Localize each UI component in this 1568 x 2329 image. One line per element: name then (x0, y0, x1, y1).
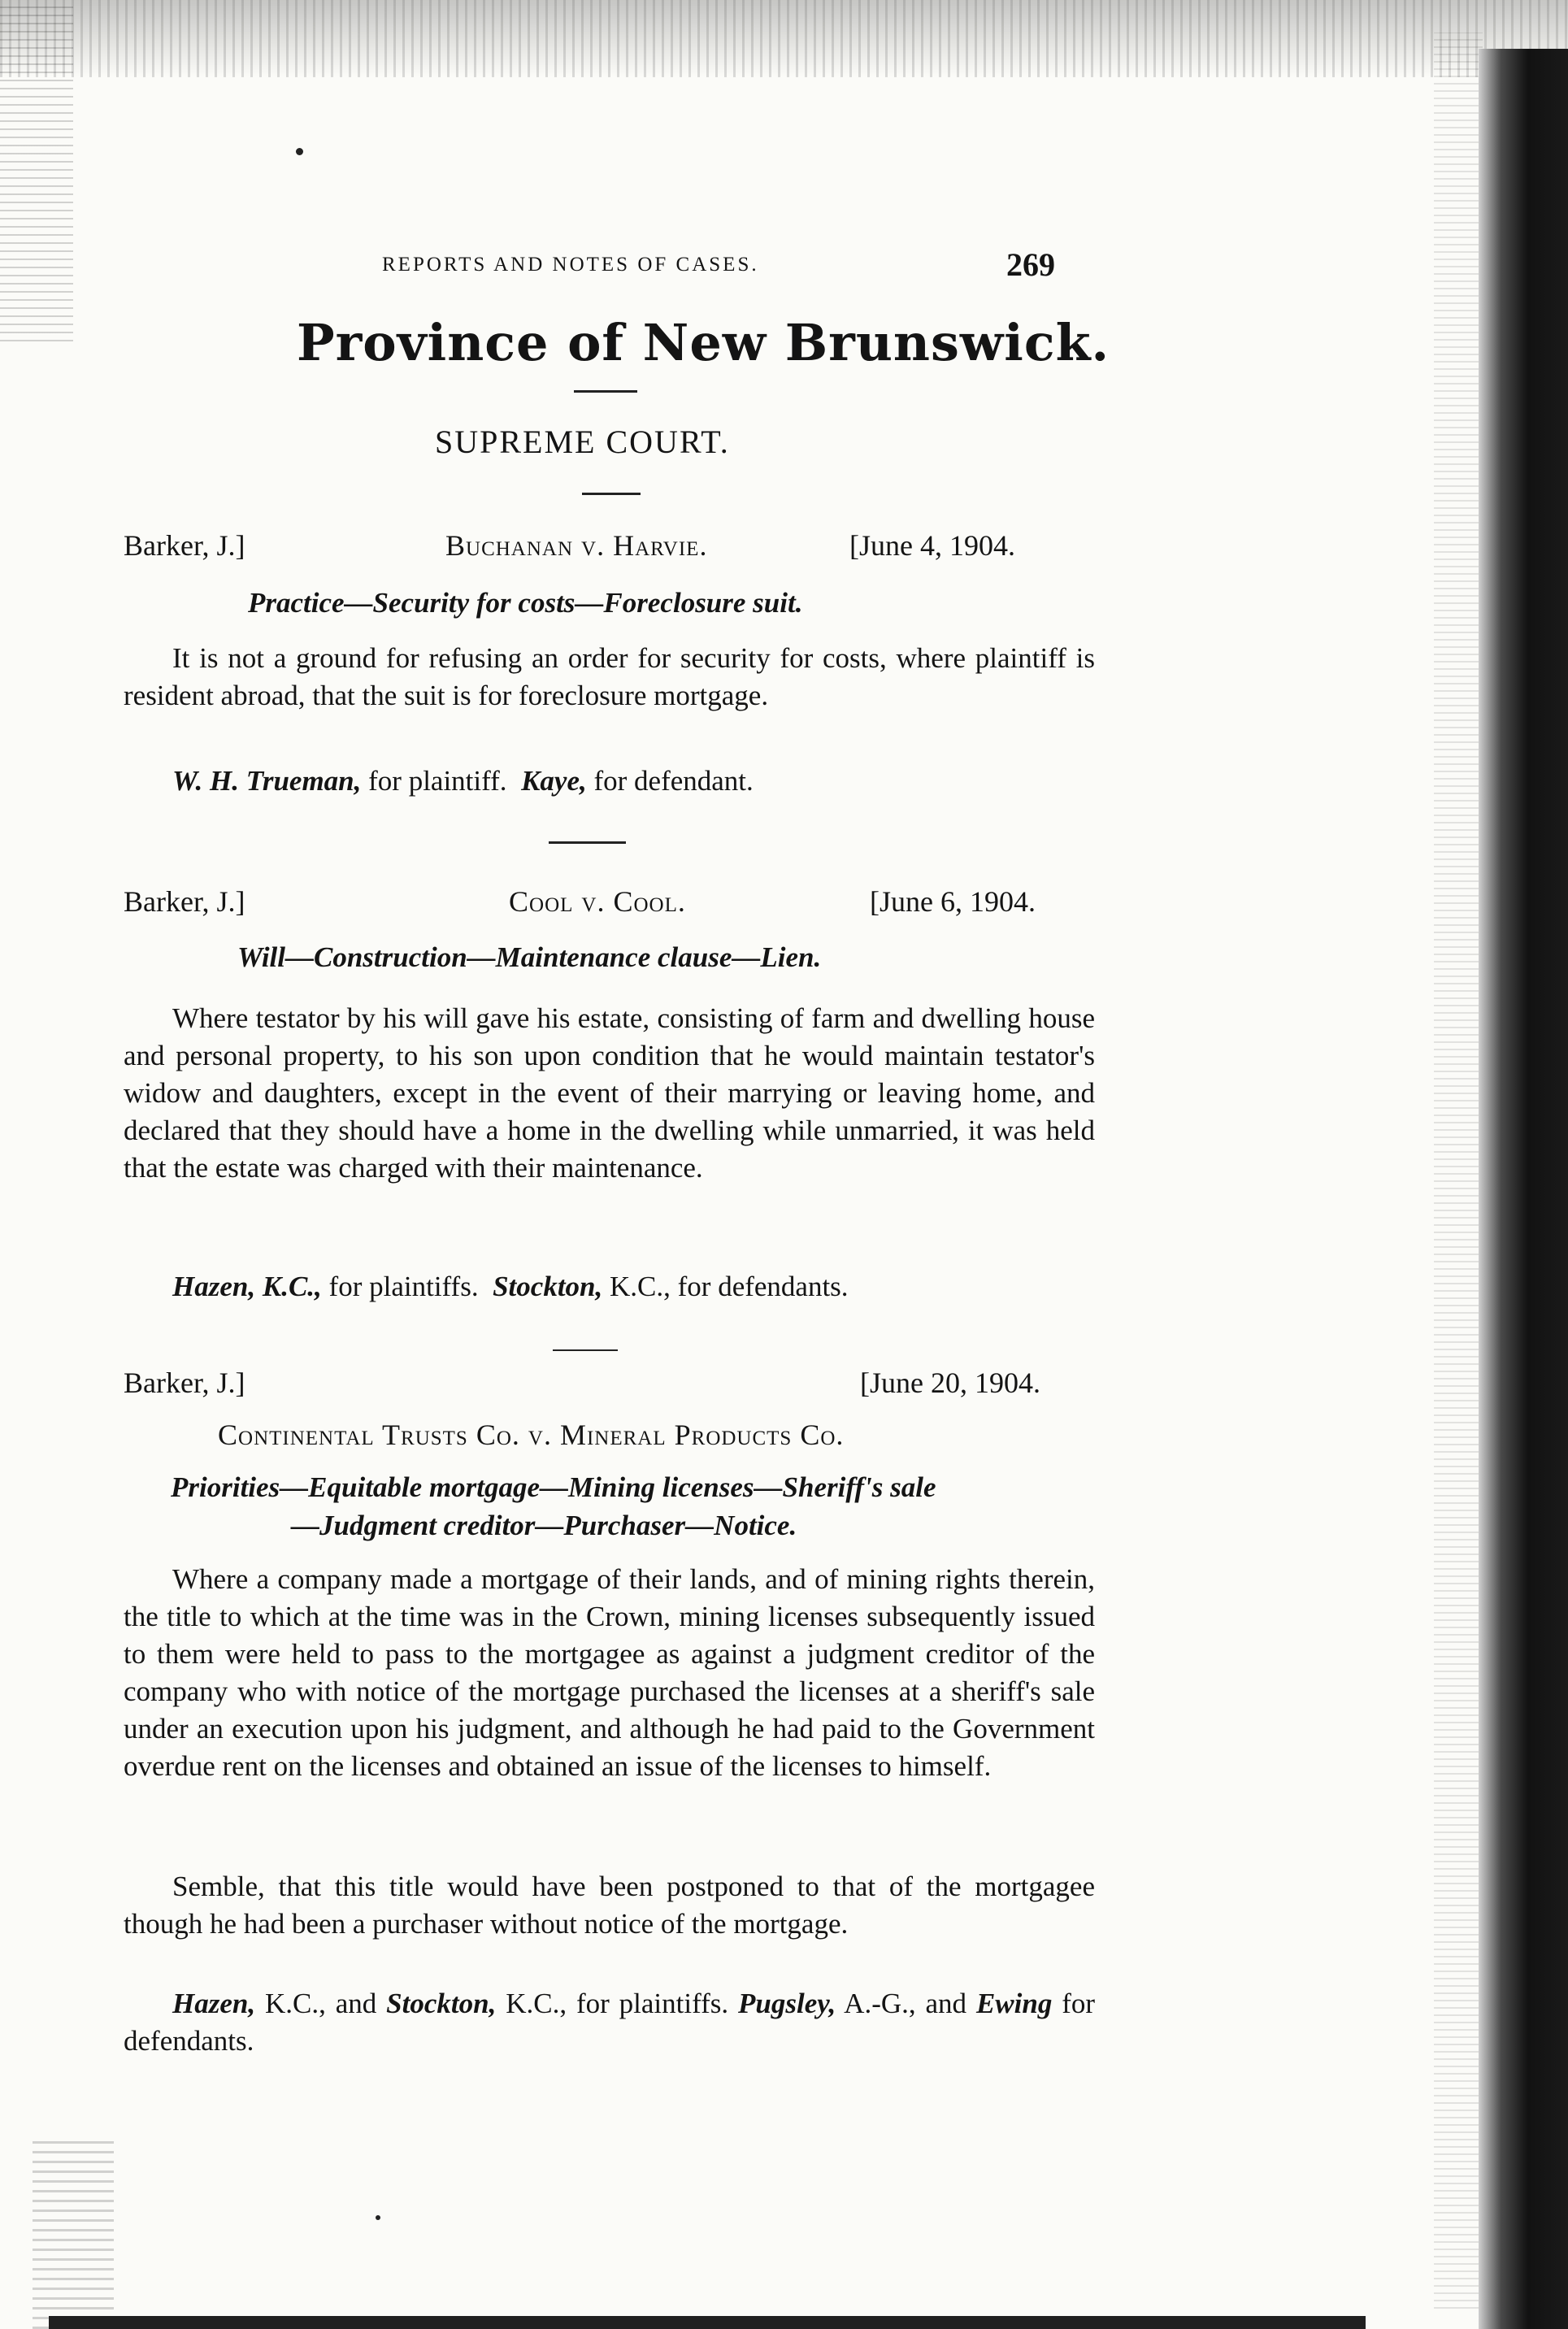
case-date: [June 4, 1904. (849, 529, 1015, 562)
divider (582, 493, 641, 495)
page-number: 269 (1006, 246, 1055, 283)
case-date: [June 20, 1904. (860, 1367, 1040, 1399)
divider (574, 390, 637, 393)
counsel-2: Stockton, (386, 1988, 497, 2019)
case-judge: Barker, J.] (124, 885, 245, 918)
counsel-2-role: K.C., for plaintiffs. (496, 1988, 739, 2019)
case-headnote: Where a company made a mortgage of their lands, and of mining rights therein, the title to which at the time was in the Crown, mining licenses subsequently issued to them were held to pass to the mortgagee as against a judgment creditor of the company who with notice of the mortgage purchased the licenses at a sheriff's sale under an execution upon his judgment, and although he had paid to the Government overdue rent on the licenses and obtained an issue of the licenses to himself. (124, 1563, 1095, 1782)
counsel-defendant-role: for defendant. (586, 765, 754, 797)
divider (553, 1349, 618, 1351)
case-counsel (172, 1268, 1144, 1306)
counsel-3-role: A.-G., and (836, 1988, 976, 2019)
counsel-plaintiff: Hazen, K.C., (172, 1271, 322, 1302)
case-name: Cool v. Cool. (509, 885, 686, 918)
case-subject: Practice—Security for costs—Foreclosure suit. (248, 587, 803, 619)
counsel-1: Hazen, (172, 1988, 256, 2019)
case-counsel (124, 1985, 1095, 2060)
case-name: Continental Trusts Co. v. Mineral Products Co. (218, 1419, 845, 1451)
counsel-3: Pugsley, (738, 1988, 836, 2019)
running-head: REPORTS AND NOTES OF CASES. (382, 254, 759, 276)
counsel-defendant: Stockton, (493, 1271, 603, 1302)
counsel-plaintiff-role: for plaintiffs. (321, 1271, 479, 1302)
counsel-plaintiff: W. H. Trueman, (172, 765, 362, 797)
case-subject-line2: —Judgment creditor—Purchaser—Notice. (291, 1510, 797, 1541)
case-subject-line1: Priorities—Equitable mortgage—Mining licenses—Sheriff's sale (171, 1471, 936, 1503)
counsel-4: Ewing (975, 1988, 1053, 2019)
divider (549, 841, 626, 844)
counsel-defendant: Kaye, (521, 765, 587, 797)
counsel-defendant-role: K.C., for defendants. (602, 1271, 849, 1302)
case-semble: Semble, that this title would have been postponed to that of the mortgagee though he had been a purchaser without notice of the mortgage. (124, 1871, 1095, 1940)
case-judge: Barker, J.] (124, 1367, 245, 1399)
case-judge: Barker, J.] (124, 529, 245, 562)
counsel-1-role: K.C., and (255, 1988, 387, 2019)
court-heading: SUPREME COURT. (435, 424, 730, 460)
case-subject: Will—Construction—Maintenance clause—Lien. (237, 941, 822, 973)
counsel-plaintiff-role: for plaintiff. (361, 765, 507, 797)
case-headnote: Where testator by his will gave his estate, consisting of farm and dwelling house and personal property, to his son upon condition that he would maintain testator's widow and daughters, except in the event of their marrying or leaving home, and declared that they should have a home in the dwelling while unmarried, it was held that the estate was charged with their maintenance. (124, 1002, 1095, 1184)
case-counsel (172, 763, 1144, 800)
case-name: Buchanan v. Harvie. (445, 529, 708, 562)
case-date: [June 6, 1904. (870, 885, 1036, 918)
counsel-4-role: for defendants. (124, 1988, 1096, 2057)
province-title: Province of New Brunswick. (297, 313, 1110, 372)
case-headnote: It is not a ground for refusing an order for security for costs, where plaintiff is resident abroad, that the suit is for foreclosure mortgage. (124, 642, 1095, 711)
